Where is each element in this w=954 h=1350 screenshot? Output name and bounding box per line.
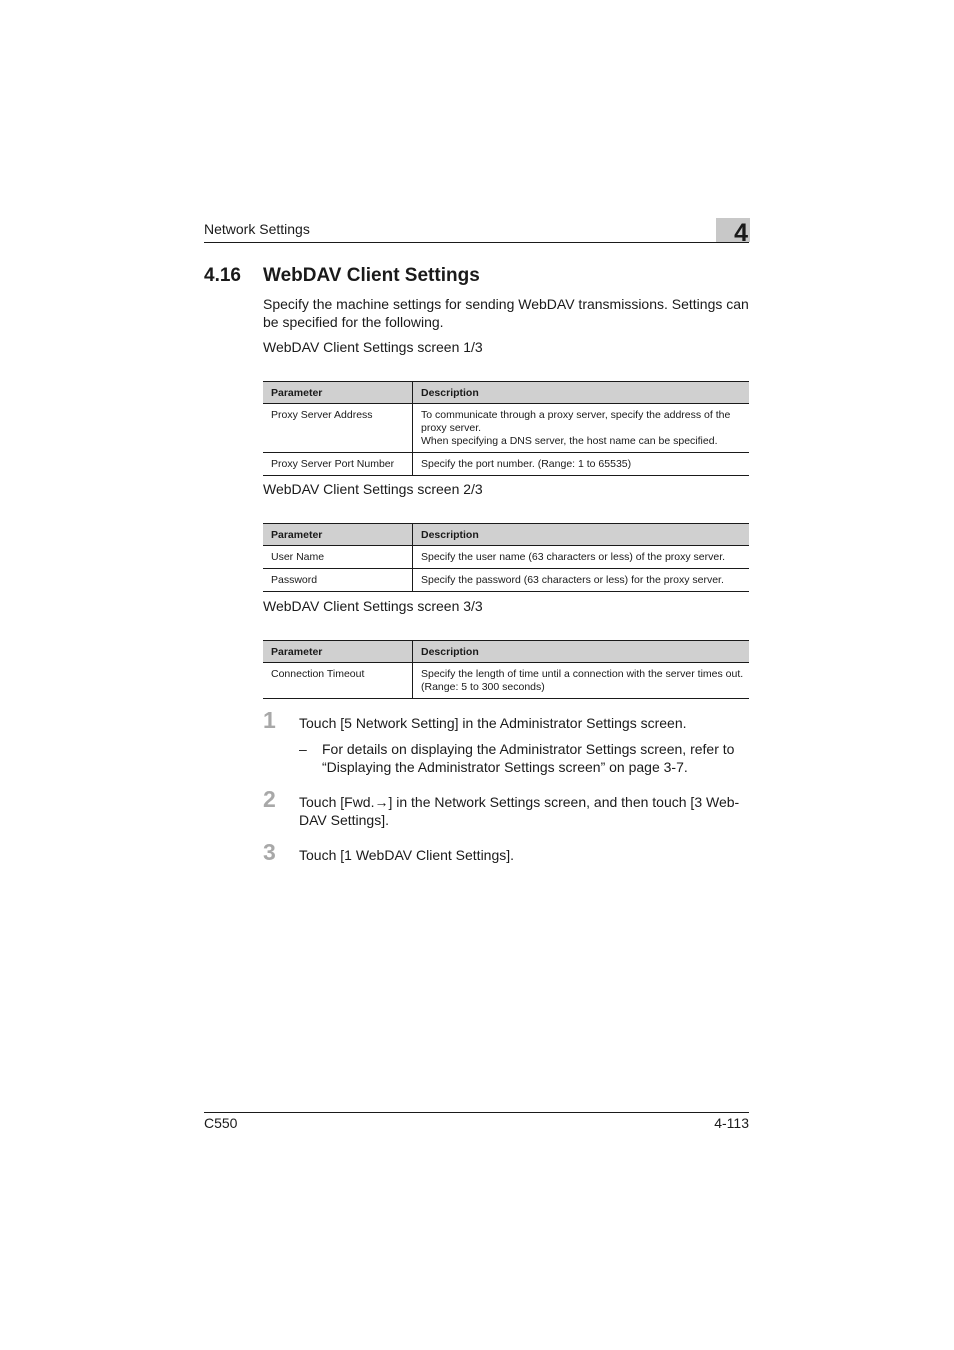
parameter-cell: User Name <box>263 546 413 569</box>
step-number: 1 <box>263 707 276 733</box>
table-header-row <box>263 641 749 663</box>
description-cell <box>413 453 750 476</box>
table-row <box>263 453 749 476</box>
table-header-row <box>263 524 749 546</box>
parameter-cell: Proxy Server Port Number <box>263 453 413 476</box>
description-cell <box>413 663 750 699</box>
parameter-cell: Proxy Server Address <box>263 404 413 453</box>
description-cell <box>413 569 750 592</box>
table-caption: WebDAV Client Settings screen 3/3 <box>263 598 483 614</box>
column-header: Parameter <box>263 641 413 663</box>
description-line: When specifying a DNS server, the host name can be specified. <box>421 435 718 447</box>
step-subnote: For details on displaying the Administrator Settings screen, refer to “Displaying the Administrator Settings screen” on page 3-7. <box>322 741 735 775</box>
table-row <box>263 569 749 592</box>
section-number: 4.16 <box>204 265 241 286</box>
description-line: Specify the password (63 characters or less) for the proxy server. <box>421 574 724 586</box>
parameter-table <box>263 523 749 592</box>
description-cell <box>413 404 750 453</box>
column-header: Description <box>413 641 750 663</box>
step-text: Touch [Fwd.→] in the Network Settings screen, and then touch [3 Web-DAV Settings]. <box>299 794 740 828</box>
column-header: Description <box>413 382 750 404</box>
chapter-number: 4 <box>734 219 748 247</box>
description-cell <box>413 546 750 569</box>
step-number: 2 <box>263 786 276 812</box>
description-line: To communicate through a proxy server, specify the address of the proxy server. <box>421 409 731 434</box>
description-line: Specify the port number. (Range: 1 to 65535) <box>421 458 632 470</box>
parameter-cell: Connection Timeout <box>263 663 413 699</box>
parameter-table <box>263 640 749 699</box>
running-header: Network Settings <box>204 221 310 237</box>
step-text: Touch [5 Network Setting] in the Administrator Settings screen. <box>299 715 687 731</box>
description-line: Specify the length of time until a connection with the server times out. (Range: 5 to 300 seconds) <box>421 668 744 693</box>
intro-paragraph: Specify the machine settings for sending WebDAV transmissions. Settings can be specified for the following. <box>263 296 749 330</box>
footer-divider <box>204 1112 749 1113</box>
parameter-table <box>263 381 749 476</box>
table-row <box>263 663 749 699</box>
footer-model: C550 <box>204 1115 238 1131</box>
table-caption: WebDAV Client Settings screen 1/3 <box>263 339 483 355</box>
header-divider <box>204 242 749 243</box>
step-number: 3 <box>263 839 276 865</box>
table-caption: WebDAV Client Settings screen 2/3 <box>263 481 483 497</box>
section-title: WebDAV Client Settings <box>263 265 480 286</box>
description-line: Specify the user name (63 characters or less) of the proxy server. <box>421 551 726 563</box>
column-header: Parameter <box>263 524 413 546</box>
parameter-cell: Password <box>263 569 413 592</box>
bullet-dash: – <box>299 741 307 757</box>
step-text: Touch [1 WebDAV Client Settings]. <box>299 847 515 863</box>
page-number: 4-113 <box>714 1115 749 1131</box>
column-header: Parameter <box>263 382 413 404</box>
table-row <box>263 404 749 453</box>
column-header: Description <box>413 524 750 546</box>
table-row <box>263 546 749 569</box>
table-header-row <box>263 382 749 404</box>
